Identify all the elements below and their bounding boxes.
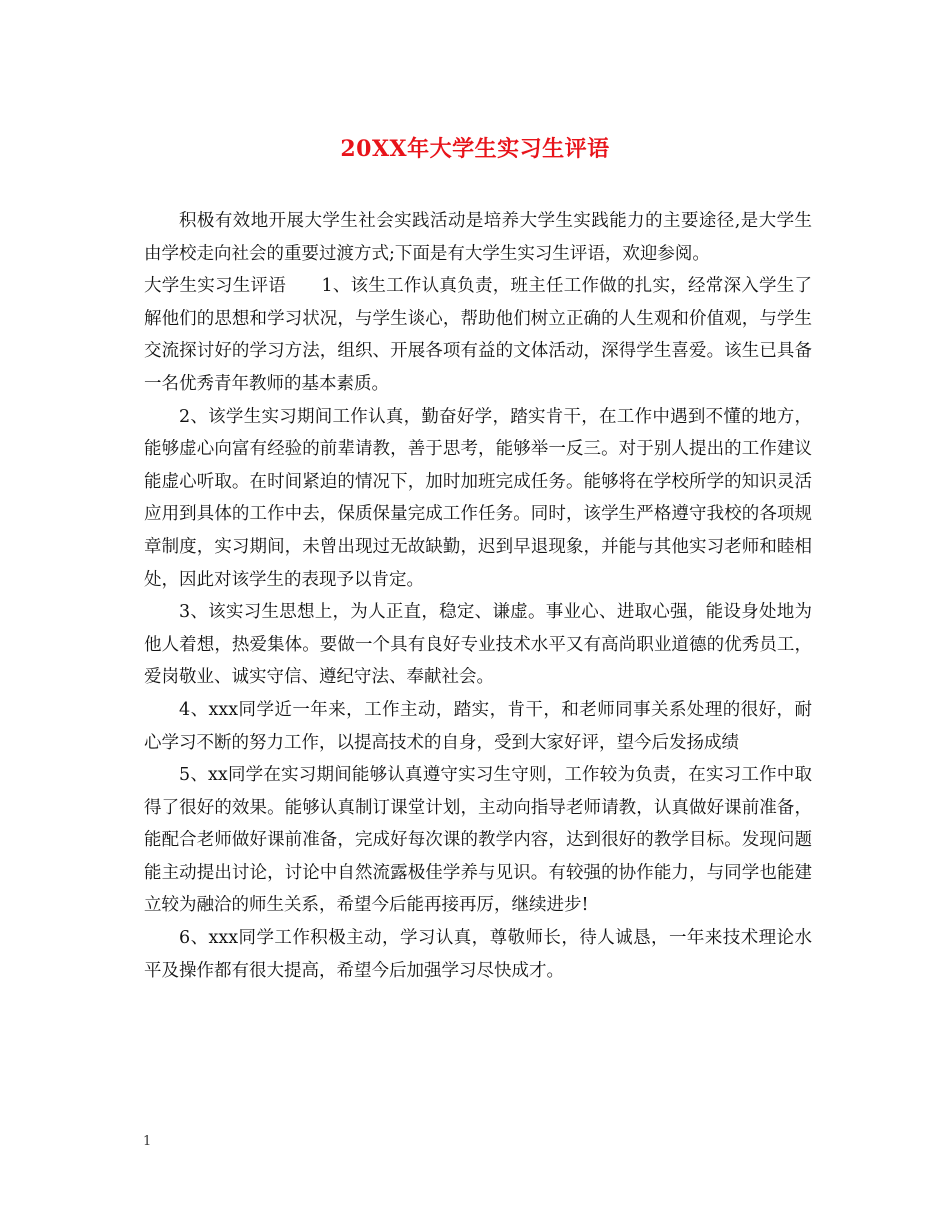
comment-paragraph-3: 3、该实习生思想上，为人正直，稳定、谦虚。事业心、进取心强，能设身处地为他人着想，热爱集体。要做一个具有良好专业技术水平又有高尚职业道德的优秀员工，爱岗敬业、诚实守信、遵纪守法、奉献社会。 [144, 602, 812, 688]
document-body [144, 205, 812, 987]
comment-paragraph-5: 5、xx同学在实习期间能够认真遵守实习生守则，工作较为负责，在实习工作中取得了很好的效果。能够认真制订课堂计划，主动向指导老师请教，认真做好课前准备，能配合老师做好课前准备，完成好每次课的教学内容，达到很好的教学目标。发现问题能主动提出讨论，讨论中自然流露极佳学养与见识。有较强的协作能力，与同学也能建立较为融洽的师生关系，希望今后能再接再厉，继续进步! [144, 765, 812, 916]
intro-paragraph: 积极有效地开展大学生社会实践活动是培养大学生实践能力的主要途径,是大学生由学校走向社会的重要过渡方式;下面是有大学生实习生评语，欢迎参阅。 [144, 211, 812, 264]
comment-paragraph-6: 6、xxx同学工作积极主动，学习认真，尊敬师长，待人诚恳，一年来技术理论水平及操作都有很大提高，希望今后加强学习尽快成才。 [144, 928, 812, 981]
document-title: 20XX年大学生实习生评语 [340, 136, 610, 162]
comment-paragraph-4: 4、xxx同学近一年来，工作主动，踏实，肯干，和老师同事关系处理的很好，耐心学习不断的努力工作，以提高技术的自身，受到大家好评，望今后发扬成绩 [144, 699, 812, 753]
comment-paragraph-1: 大学生实习生评语 1、该生工作认真负责，班主任工作做的扎实，经常深入学生了解他们的思想和学习状况，与学生谈心，帮助他们树立正确的人生观和价值观，与学生交流探讨好的学习方法，组织、开展各项有益的文体活动，深得学生喜爱。该生已具备一名优秀青年教师的基本素质。 [144, 276, 812, 394]
comment-paragraph-2: 2、该学生实习期间工作认真，勤奋好学，踏实肯干，在工作中遇到不懂的地方，能够虚心向富有经验的前辈请教，善于思考，能够举一反三。对于别人提出的工作建议能虚心听取。在时间紧迫的情况下，加时加班完成任务。能够将在学校所学的知识灵活应用到具体的工作中去，保质保量完成工作任务。同时，该学生严格遵守我校的各项规章制度，实习期间，未曾出现过无故缺勤，迟到早退现象，并能与其他实习老师和睦相处，因此对该学生的表现予以肯定。 [144, 406, 812, 590]
page-number: 1 [143, 1134, 152, 1149]
